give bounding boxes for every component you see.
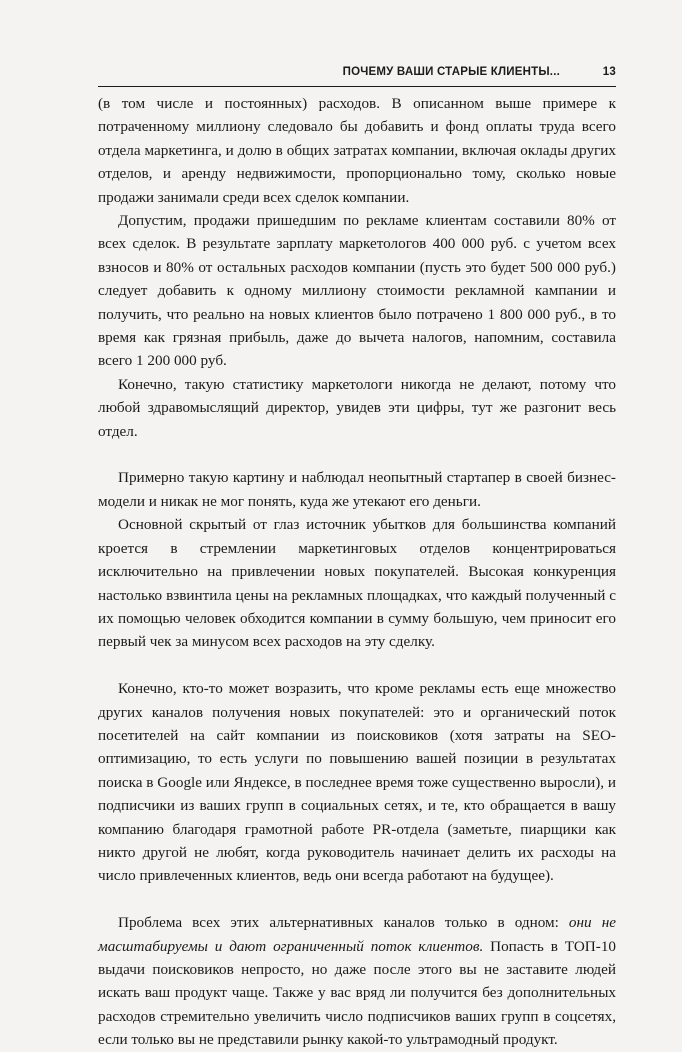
- paragraph: Примерно такую картину и наблюдал неопытный стартапер в своей бизнес-модели и никак не мог понять, куда же утекают его деньги.: [98, 469, 616, 510]
- running-header: [98, 64, 616, 87]
- running-title: ПОЧЕМУ ВАШИ СТАРЫЕ КЛИЕНТЫ...: [342, 66, 560, 78]
- paragraph: Конечно, такую статистику маркетологи никогда не делают, потому что любой здравомыслящий директор, увидев эти цифры, тут же разгонит весь отдел.: [98, 375, 616, 440]
- paragraph: (в том числе и постоянных) расходов. В описанном выше примере к потраченному миллиону следовало бы добавить и фонд оплаты труда всего отдела маркетинга, и долю в общих затратах компании, включая оклады других отделов, и аренду недвижимости, пропорционально тому, сколько новые продажи занимали среди всех сделок компании.: [98, 95, 616, 206]
- page-number: 13: [602, 66, 616, 78]
- paragraph-text: Проблема всех этих альтернативных каналов только в одном:: [118, 914, 569, 932]
- paragraph-text: Попасть в ТОП-10 выдачи поисковиков непросто, но даже после этого вы не заставите людей искать ваш продукт чаще. Также у вас вряд ли получится без дополнительных расходов стремительно увеличить число подписчиков ваших групп в соцсетях, если только вы не представили рынку какой-то ультрамодный продукт.: [98, 937, 617, 1049]
- paragraph: Допустим, продажи пришедшим по рекламе клиентам составили 80% от всех сделок. В результате зарплату маркетологов 400 000 руб. с учетом всех взносов и 80% от остальных расходов компании (пусть это будет 500 000 руб.) следует добавить к одному миллиону стоимости рекламной кампании и получить, что реально на новых клиентов было потрачено 1 800 000 руб., в то время как грязная прибыль, даже до вычета налогов, напомним, составила всего 1 200 000 руб.: [98, 212, 616, 370]
- body-text: [98, 92, 616, 1052]
- paragraph: Конечно, кто-то может возразить, что кроме рекламы есть еще множество других каналов получения новых покупателей: это и органический поток посетителей на сайт компании из поисковиков (хотя затраты на SEO-оптимизацию, то есть услуги по повышению вашей позиции в результатах поиска в Google или Яндексе, в последнее время тоже существенно выросли), и подписчики из ваших групп в социальных сетях, и те, кто обращается в вашу компанию благодаря грамотной работе PR-отдела (заметьте, пиарщики как никто другой не любят, когда руководитель начинает делить их расходы на число привлеченных клиентов, ведь они всегда работают на будущее).: [98, 680, 616, 885]
- paragraph: [98, 911, 616, 1051]
- paragraph: Основной скрытый от глаз источник убытков для большинства компаний кроется в стремлении маркетинговых отделов концентрироваться исключительно на привлечении новых покупателей. Высокая конкуренция настолько взвинтила цены на рекламных площадках, что каждый полученный с их помощью человек обходится компании в сумму большую, чем приносит его первый чек за минусом всех расходов на эту сделку.: [98, 516, 616, 651]
- emphasis-text: они не масштабируемы и дают ограниченный поток клиентов.: [98, 914, 616, 955]
